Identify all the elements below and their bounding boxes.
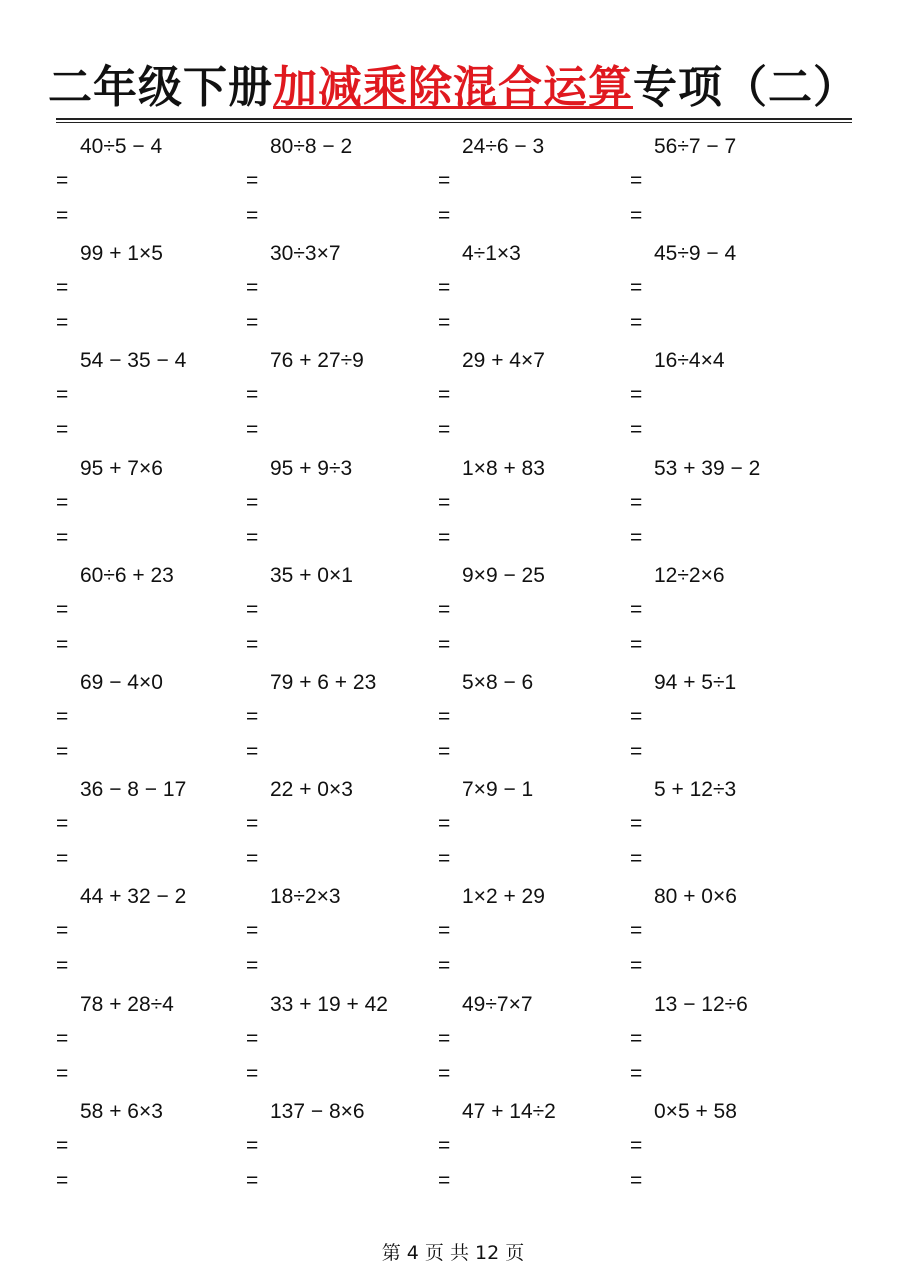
problem-item <box>56 242 246 342</box>
problem-item <box>438 242 628 342</box>
equals-line[interactable]: = <box>56 276 69 300</box>
page-footer: 第 4 页 共 12 页 <box>381 1242 525 1264</box>
problem-expression: 99 + 1×5 <box>80 242 163 266</box>
equals-line[interactable]: = <box>438 1133 451 1157</box>
equals-line[interactable]: = <box>56 525 69 549</box>
equals-line[interactable]: = <box>246 812 259 836</box>
problem-item <box>630 349 820 449</box>
problem-item <box>56 885 246 985</box>
equals-line[interactable]: = <box>246 954 259 978</box>
problem-expression: 56÷7 − 7 <box>654 135 737 158</box>
problem-expression: 35 + 0×1 <box>270 563 353 587</box>
equals-line[interactable]: = <box>630 383 643 407</box>
problem-expression: 5×8 − 6 <box>462 671 534 694</box>
equals-line[interactable]: = <box>246 418 259 442</box>
equals-line[interactable]: = <box>630 311 643 335</box>
problem-item <box>246 671 436 771</box>
equals-line[interactable]: = <box>56 632 69 656</box>
equals-line[interactable]: = <box>246 1133 259 1157</box>
equals-line[interactable]: = <box>630 1168 643 1192</box>
problem-expression: 53 + 39 − 2 <box>654 456 761 480</box>
problem-item <box>438 993 628 1093</box>
problem-item <box>56 349 246 449</box>
problem-item <box>438 349 628 449</box>
equals-line[interactable]: = <box>246 1168 259 1192</box>
equals-line[interactable]: = <box>56 740 69 763</box>
equals-line[interactable]: = <box>630 705 643 728</box>
equals-line[interactable]: = <box>56 204 69 227</box>
problem-item <box>630 1100 820 1200</box>
problem-item <box>246 349 436 449</box>
problem-item <box>56 457 246 557</box>
problem-item <box>630 242 820 342</box>
problem-expression: 95 + 7×6 <box>80 456 163 480</box>
equals-line[interactable]: = <box>630 632 643 656</box>
equals-line[interactable]: = <box>630 919 643 943</box>
equals-line[interactable]: = <box>56 1061 69 1085</box>
problem-item <box>630 457 820 557</box>
problem-expression: 5 + 12÷3 <box>654 778 737 802</box>
problem-item <box>438 457 628 557</box>
equals-line[interactable]: = <box>246 597 259 621</box>
problem-item <box>630 993 820 1093</box>
problem-item <box>438 778 628 878</box>
equals-line[interactable]: = <box>56 383 69 407</box>
problem-expression: 18÷2×3 <box>270 885 341 909</box>
problem-item <box>56 671 246 771</box>
problem-item <box>438 564 628 664</box>
equals-line[interactable]: = <box>246 1061 259 1085</box>
problem-item <box>246 242 436 342</box>
problem-expression: 33 + 19 + 42 <box>270 992 388 1016</box>
equals-line[interactable]: = <box>246 919 259 943</box>
equals-line[interactable]: = <box>438 1061 451 1085</box>
equals-line[interactable]: = <box>56 812 69 836</box>
equals-line[interactable]: = <box>438 276 451 300</box>
problem-expression: 47 + 14÷2 <box>462 1099 556 1123</box>
problem-expression: 40÷5 − 4 <box>80 135 163 158</box>
problem-item <box>630 671 820 771</box>
equals-line[interactable]: = <box>56 954 69 978</box>
problem-expression: 94 + 5÷1 <box>654 671 737 694</box>
equals-line[interactable]: = <box>630 597 643 621</box>
equals-line[interactable]: = <box>56 418 69 442</box>
equals-line[interactable]: = <box>246 169 259 192</box>
problem-expression: 16÷4×4 <box>654 349 725 373</box>
problem-expression: 1×2 + 29 <box>462 885 545 909</box>
problem-item <box>246 135 436 235</box>
equals-line[interactable]: = <box>246 490 259 514</box>
problem-expression: 76 + 27÷9 <box>270 349 364 373</box>
problem-expression: 22 + 0×3 <box>270 778 353 802</box>
equals-line[interactable]: = <box>438 490 451 514</box>
problem-expression: 137 − 8×6 <box>270 1099 365 1123</box>
equals-line[interactable]: = <box>438 311 451 335</box>
equals-line[interactable]: = <box>246 740 259 763</box>
equals-line[interactable]: = <box>438 525 451 549</box>
problem-expression: 54 − 35 − 4 <box>80 349 187 373</box>
equals-line[interactable]: = <box>56 847 69 871</box>
problem-item <box>438 671 628 771</box>
equals-line[interactable]: = <box>630 1061 643 1085</box>
problem-expression: 30÷3×7 <box>270 242 341 266</box>
problem-expression: 80 + 0×6 <box>654 885 737 909</box>
problem-item <box>246 778 436 878</box>
equals-line[interactable]: = <box>438 169 451 192</box>
problem-expression: 1×8 + 83 <box>462 456 545 480</box>
equals-line[interactable]: = <box>438 705 451 728</box>
equals-line[interactable]: = <box>56 597 69 621</box>
equals-line[interactable]: = <box>630 490 643 514</box>
problem-item <box>438 1100 628 1200</box>
problem-item <box>56 1100 246 1200</box>
problem-item <box>246 564 436 664</box>
problem-item <box>56 564 246 664</box>
problem-expression: 12÷2×6 <box>654 563 725 587</box>
problem-expression: 9×9 − 25 <box>462 563 545 587</box>
equals-line[interactable]: = <box>438 1168 451 1192</box>
equals-line[interactable]: = <box>56 919 69 943</box>
title-suffix: 专项（二） <box>633 62 858 113</box>
title-prefix: 二年级下册 <box>48 62 273 113</box>
problem-item <box>630 135 820 235</box>
equals-line[interactable]: = <box>438 919 451 943</box>
problem-item <box>630 564 820 664</box>
equals-line[interactable]: = <box>438 597 451 621</box>
problem-expression: 36 − 8 − 17 <box>80 778 187 802</box>
equals-line[interactable]: = <box>630 1133 643 1157</box>
equals-line[interactable]: = <box>56 1026 69 1050</box>
equals-line[interactable]: = <box>630 740 643 763</box>
equals-line[interactable]: = <box>246 311 259 335</box>
equals-line[interactable]: = <box>56 1168 69 1192</box>
equals-line[interactable]: = <box>630 812 643 836</box>
equals-line[interactable]: = <box>438 204 451 227</box>
equals-line[interactable]: = <box>246 705 259 728</box>
equals-line[interactable]: = <box>246 525 259 549</box>
problem-item <box>438 135 628 235</box>
problem-expression: 80÷8 − 2 <box>270 135 353 158</box>
equals-line[interactable]: = <box>56 311 69 335</box>
problem-expression: 4÷1×3 <box>462 242 521 266</box>
problem-item <box>56 778 246 878</box>
equals-line[interactable]: = <box>438 1026 451 1050</box>
equals-line[interactable]: = <box>630 204 643 227</box>
equals-line[interactable]: = <box>246 1026 259 1050</box>
equals-line[interactable]: = <box>630 418 643 442</box>
equals-line[interactable]: = <box>56 169 69 192</box>
equals-line[interactable]: = <box>246 383 259 407</box>
problem-expression: 58 + 6×3 <box>80 1099 163 1123</box>
equals-line[interactable]: = <box>438 632 451 656</box>
equals-line[interactable]: = <box>438 740 451 763</box>
problem-expression: 44 + 32 − 2 <box>80 885 187 909</box>
equals-line[interactable]: = <box>246 204 259 227</box>
equals-line[interactable]: = <box>630 169 643 192</box>
problem-item <box>630 885 820 985</box>
problem-expression: 7×9 − 1 <box>462 778 534 802</box>
equals-line[interactable]: = <box>246 276 259 300</box>
problem-item <box>438 885 628 985</box>
problem-item <box>246 885 436 985</box>
equals-line[interactable]: = <box>438 812 451 836</box>
equals-line[interactable]: = <box>246 847 259 871</box>
equals-line[interactable]: = <box>630 1026 643 1050</box>
equals-line[interactable]: = <box>56 490 69 514</box>
equals-line[interactable]: = <box>438 383 451 407</box>
problem-item <box>246 993 436 1093</box>
equals-line[interactable]: = <box>56 705 69 728</box>
problem-expression: 0×5 + 58 <box>654 1099 737 1123</box>
equals-line[interactable]: = <box>438 418 451 442</box>
title-highlight: 加减乘除混合运算 <box>273 62 633 113</box>
problem-expression: 60÷6 + 23 <box>80 563 174 587</box>
problem-expression: 45÷9 − 4 <box>654 242 737 266</box>
problem-item <box>630 778 820 878</box>
problem-item <box>56 135 246 235</box>
problem-expression: 95 + 9÷3 <box>270 456 353 480</box>
problem-expression: 29 + 4×7 <box>462 349 545 373</box>
problem-expression: 79 + 6 + 23 <box>270 671 377 694</box>
problem-expression: 49÷7×7 <box>462 992 533 1016</box>
equals-line[interactable]: = <box>438 954 451 978</box>
problem-expression: 24÷6 − 3 <box>462 135 545 158</box>
equals-line[interactable]: = <box>630 954 643 978</box>
problem-item <box>246 1100 436 1200</box>
problem-expression: 13 − 12÷6 <box>654 992 748 1016</box>
problem-item <box>246 457 436 557</box>
equals-line[interactable]: = <box>246 632 259 656</box>
equals-line[interactable]: = <box>630 525 643 549</box>
equals-line[interactable]: = <box>630 276 643 300</box>
equals-line[interactable]: = <box>56 1133 69 1157</box>
problem-item <box>56 993 246 1093</box>
equals-line[interactable]: = <box>630 847 643 871</box>
equals-line[interactable]: = <box>438 847 451 871</box>
problem-expression: 78 + 28÷4 <box>80 992 174 1016</box>
problem-expression: 69 − 4×0 <box>80 671 163 694</box>
